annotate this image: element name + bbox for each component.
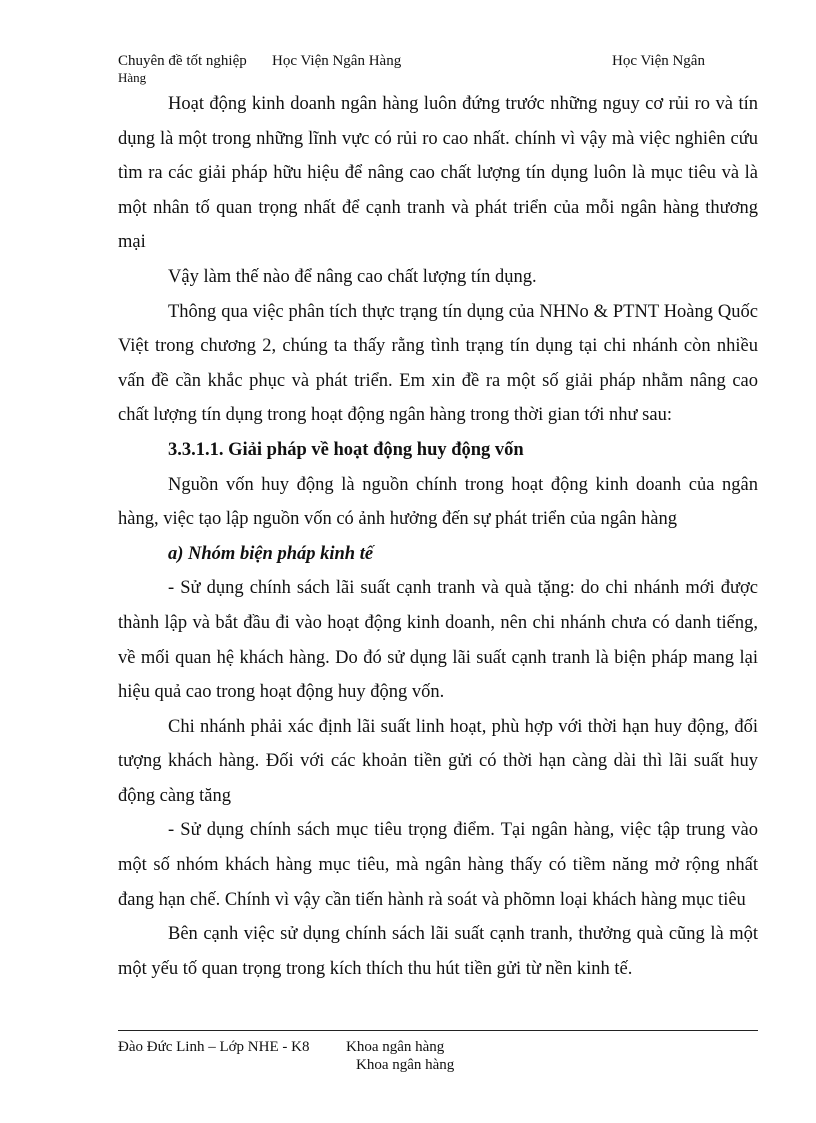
paragraph-flexible-rate: Chi nhánh phải xác định lãi suất linh hoạt, phù hợp với thời hạn huy động, đối tượng khách hàng. Đối với các khoản tiền gửi có thời hạn càng dài thì lãi suất huy động càng tăng [118,716,758,806]
document-body [118,87,758,986]
footer-department-repeat: Khoa ngân hàng [356,1057,455,1073]
paragraph-gift-reward: Bên cạnh việc sử dụng chính sách lãi suất cạnh tranh, thưởng quà cũng là một một yếu tố quan trọng trong kích thích thu hút tiền gửi từ nền kinh tế. [118,924,758,979]
paragraph-interest-policy: - Sử dụng chính sách lãi suất cạnh tranh và quà tặng: do chi nhánh mới được thành lập và bắt đầu đi vào hoạt động kinh doanh, nên chi nhánh chưa có danh tiếng, về mối quan hệ khách hàng. Do đó sử dụng lãi suất cạnh tranh là biện pháp mang lại hiệu quả cao trong hoạt động huy động vốn. [118,578,758,703]
paragraph-capital-source: Nguồn vốn huy động là nguồn chính trong hoạt động kinh doanh của ngân hàng, việc tạo lập nguồn vốn có ảnh hưởng đến sự phát triển của ngân hàng [118,474,758,530]
footer-department: Khoa ngân hàng [346,1039,445,1055]
paragraph-question: Vậy làm thế nào để nâng cao chất lượng tín dụng. [168,266,537,287]
paragraph-analysis: Thông qua việc phân tích thực trạng tín dụng của NHNo & PTNT Hoàng Quốc Việt trong chương 2, chúng ta thấy rằng tình trạng tín dụng tại chi nhánh còn nhiều vấn đề cần khắc phục và phát triển. Em xin đề ra một số giải pháp nhằm nâng cao chất lượng tín dụng trong hoạt động ngân hàng trong thời gian tới như sau: [118,301,758,426]
header-document-type: Chuyên đề tốt nghiệp [118,53,247,69]
paragraph-target-policy: - Sử dụng chính sách mục tiêu trọng điểm. Tại ngân hàng, việc tập trung vào một số nhóm khách hàng mục tiêu, mà ngân hàng thấy có tiềm năng mở rộng nhất đang hạn chế. Chính vì vậy cần tiến hành rà soát và phõmn loại khách hàng mục tiêu [118,820,758,910]
header-institution-wrap: Hàng [118,70,147,85]
section-heading: 3.3.1.1. Giải pháp về hoạt động huy động vốn [168,439,524,460]
footer-author: Đào Đức Linh – Lớp NHE - K8 [118,1039,310,1055]
subsection-heading: a) Nhóm biện pháp kinh tế [168,543,374,564]
footer-divider [118,1030,758,1031]
paragraph-intro: Hoạt động kinh doanh ngân hàng luôn đứng trước những nguy cơ rủi ro và tín dụng là một trong những lĩnh vực có rủi ro cao nhất. chính vì vậy mà việc nghiên cứu tìm ra các giải pháp hữu hiệu để nâng cao chất lượng tín dụng luôn là mục tiêu và là một nhân tố quan trọng nhất để cạnh tranh và phát triển của mỗi ngân hàng thương mại [118,94,758,253]
header-institution-right: Học Viện Ngân [612,53,705,69]
page-header [118,51,758,91]
header-institution: Học Viện Ngân Hàng [272,53,402,69]
